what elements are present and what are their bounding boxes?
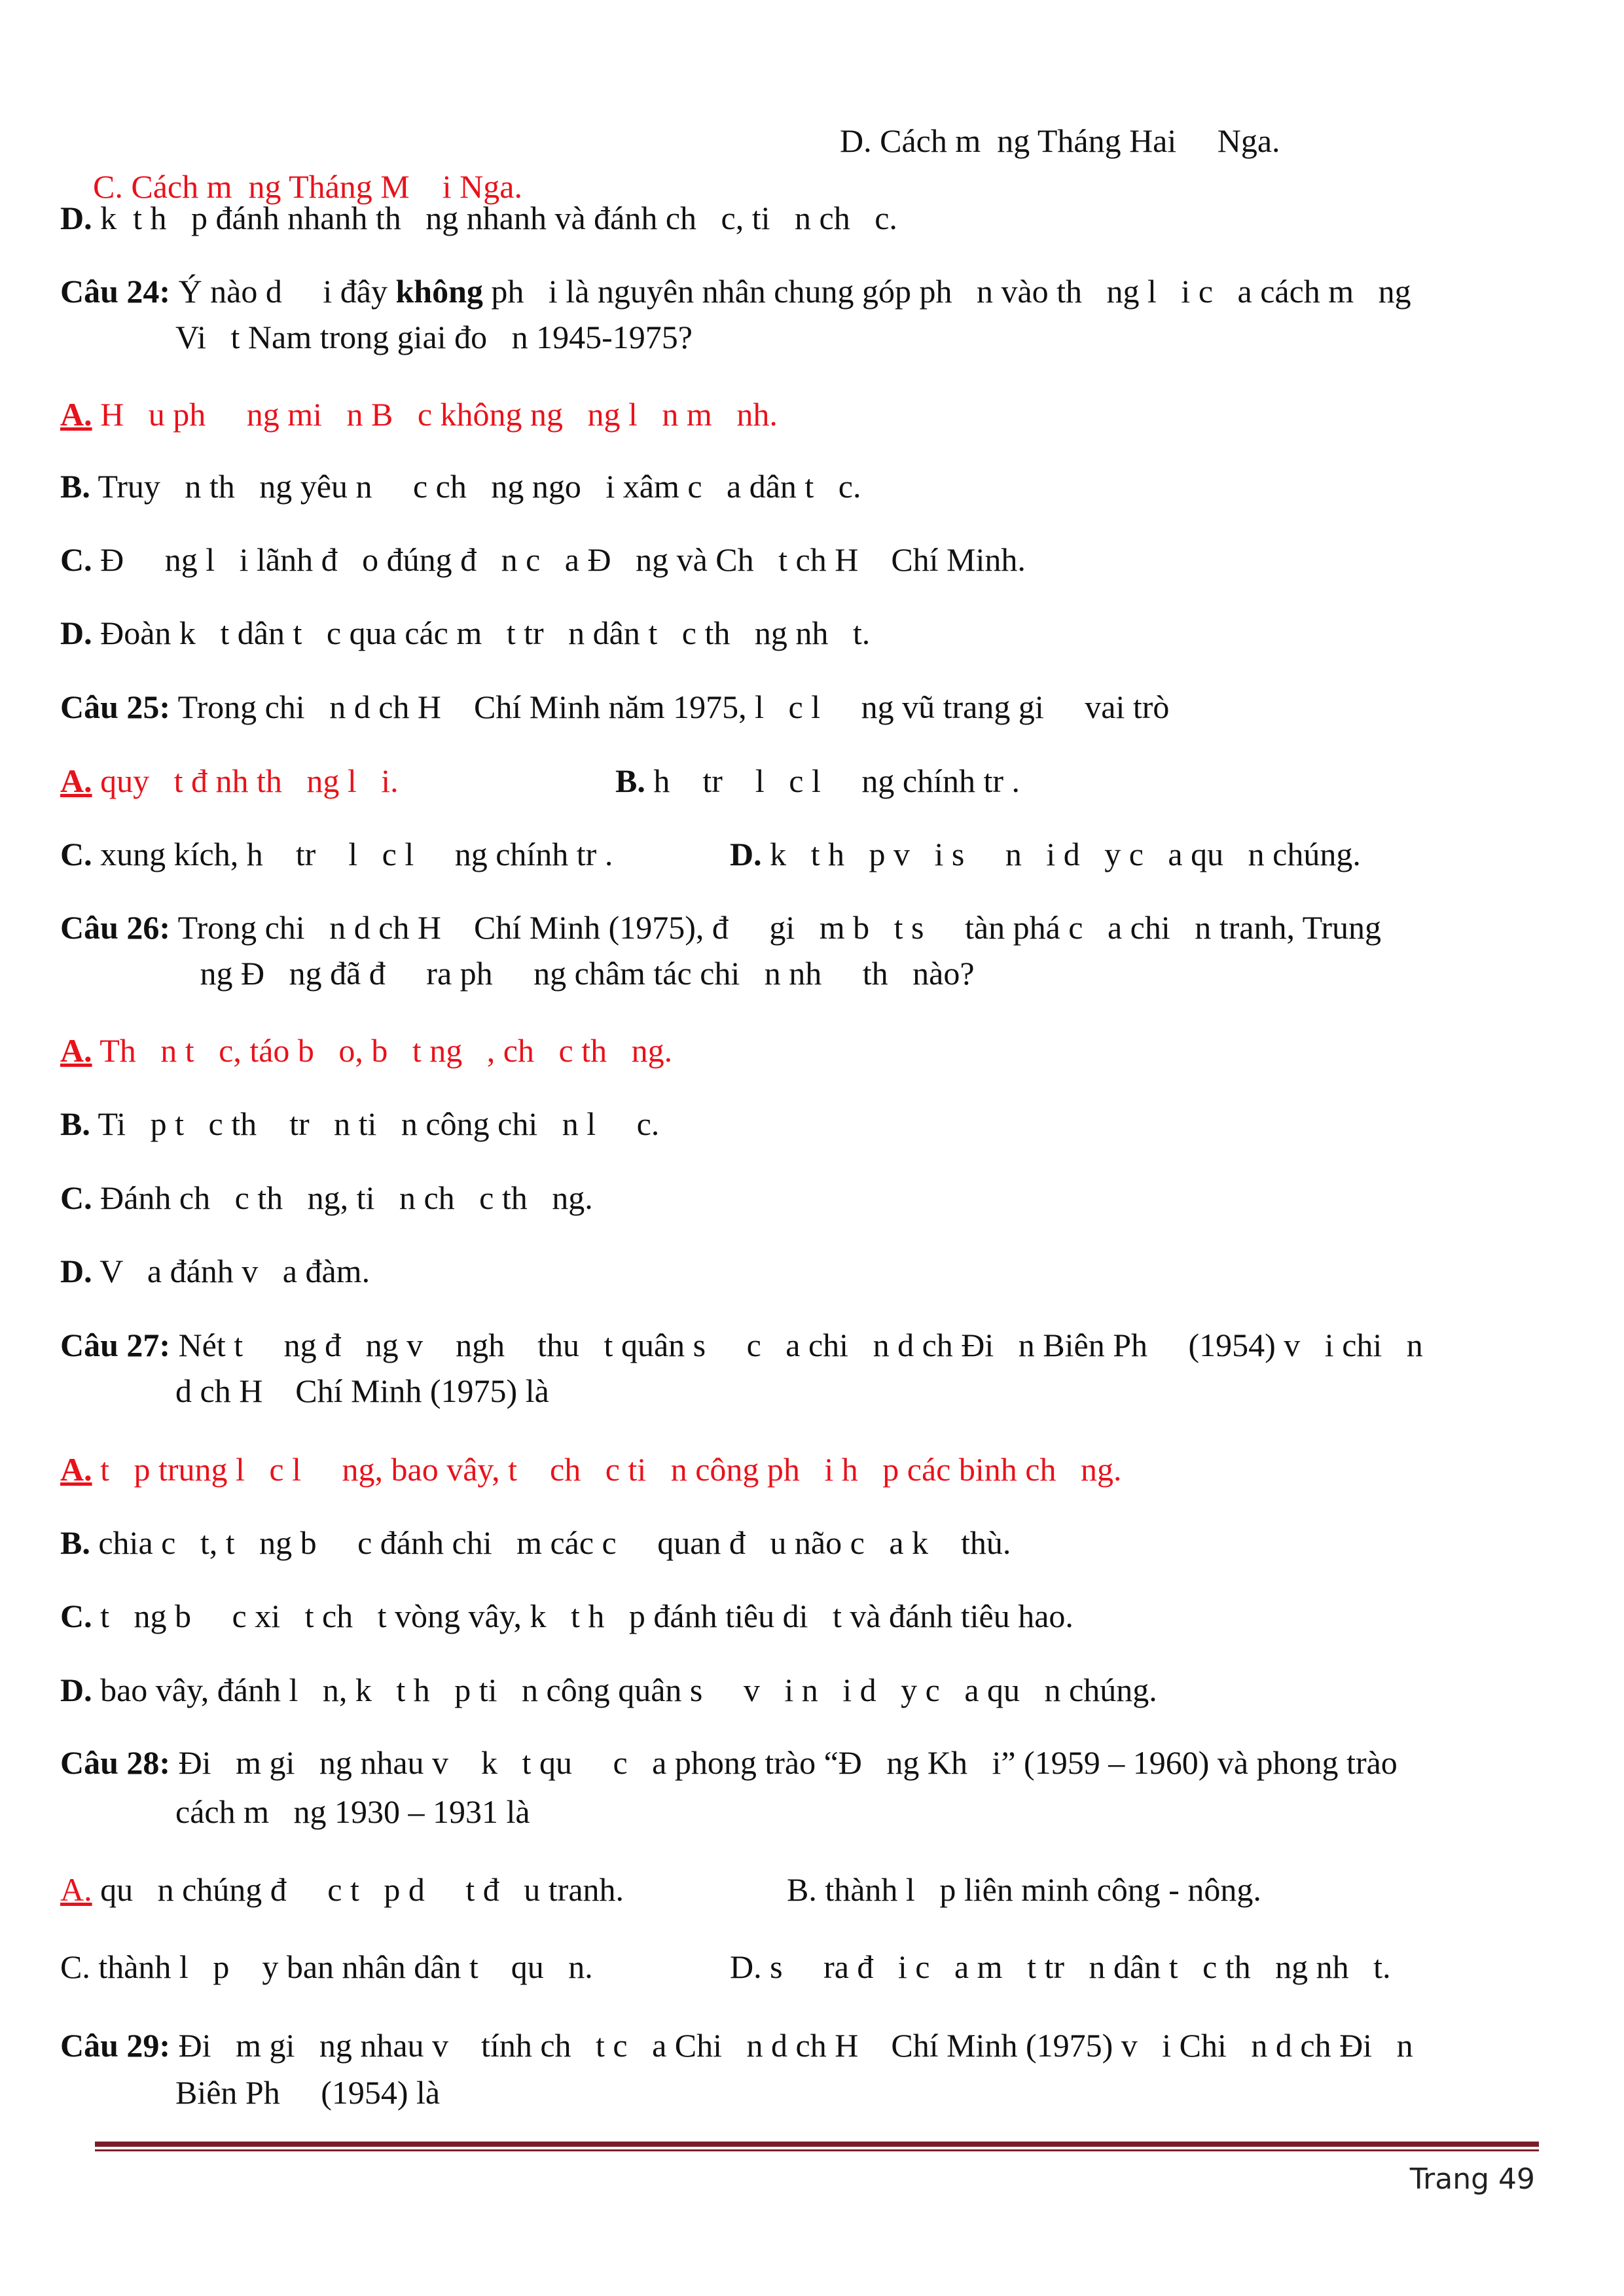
option-label: D. [60,1253,92,1289]
question-label: Câu 29: [60,2027,171,2064]
answer-text: quy t đ nh th ng l i. [92,762,399,799]
option-label: B. [60,468,90,505]
option-c-prev: C. Cách m ng Tháng M i Nga. [93,168,522,205]
question-text-a: Ý nào d i đây [170,273,396,310]
question-24-continuation: Vi t Nam trong giai đo n 1945-1975? [175,319,693,355]
question-24 [60,268,1566,314]
option-label: B. [60,1524,90,1561]
option-label: B. [60,1105,90,1142]
option-label: C. [60,836,92,872]
option-label: C. [60,1598,92,1634]
question-27-continuation: d ch H Chí Minh (1975) là [175,1372,549,1409]
option-text: Đ ng l i lãnh đ o đúng đ n c a Đ ng và Ch t ch H Chí Minh. [92,541,1026,578]
question-text: Đi m gi ng nhau v tính ch t c a Chi n d ch H Chí Minh (1975) v i Chi n d ch Đi n [170,2027,1413,2064]
question-text: Nét t ng đ ng v ngh thu t quân s c a chi n d ch Đi n Biên Ph (1954) v i chi n [170,1327,1423,1363]
question-27 [60,1322,1566,1368]
answer-text: t p trung l c l ng, bao vây, t ch c ti n công ph i h p các binh ch ng. [92,1451,1122,1488]
answer-label: A. [60,1871,92,1908]
question-24-option-b [60,463,1566,509]
question-24-option-c [60,537,1566,583]
option-text: t ng b c xi t ch t vòng vây, k t h p đánh tiêu di t và đánh tiêu hao. [92,1598,1074,1634]
question-28 [60,1740,1566,1785]
question-25-option-b [615,758,1020,804]
question-label: Câu 28: [60,1744,171,1781]
footer-rule-thick [95,2142,1539,2147]
question-26-continuation: ng Đ ng đã đ ra ph ng châm tác chi n nh th nào? [175,955,975,992]
option-text: chia c t, t ng b c đánh chi m các c quan đ u não c a k thù. [90,1524,1011,1561]
question-25 [60,684,1566,730]
answer-text: H u ph ng mi n B c không ng ng l n m nh. [92,396,778,433]
question-29-continuation: Biên Ph (1954) là [175,2074,441,2111]
question-text-bold: không [395,273,483,310]
answer-text: qu n chúng đ c t p d t đ u tranh. [92,1871,624,1908]
question-label: Câu 24: [60,273,171,310]
question-24-option-a [60,391,1566,437]
question-27-option-c [60,1593,1566,1639]
question-label: Câu 25: [60,689,171,725]
option-label: C. [60,541,92,578]
option-label: D. [60,615,92,651]
option-text: k t h p đánh nhanh th ng nhanh và đánh ch c, ti n ch c. [92,200,897,236]
question-text: Đi m gi ng nhau v k t qu c a phong trào “Đ ng Kh i” (1959 – 1960) và phong trào [170,1744,1398,1781]
question-28-option-d: D. s ra đ i c a m t tr n dân t c th ng nh t. [730,1948,1391,1985]
question-26-option-a [60,1028,1566,1073]
question-28-option-b: B. thành l p liên minh công - nông. [787,1871,1261,1908]
question-label: Câu 26: [60,909,171,946]
question-27-option-b [60,1520,1566,1566]
answer-text: Th n t c, táo b o, b t ng , ch c th ng. [92,1032,673,1069]
question-text: Trong chi n d ch H Chí Minh (1975), đ gi m b t s tàn phá c a chi n tranh, Trung [170,909,1382,946]
question-27-option-d [60,1667,1566,1713]
option-label: B. [615,762,645,799]
answer-label: A. [60,396,92,433]
question-26-option-c [60,1175,1566,1221]
question-29 [60,2022,1566,2068]
option-text: xung kích, h tr l c l ng chính tr . [92,836,613,872]
question-24-option-d [60,610,1566,656]
question-26 [60,905,1566,950]
option-text: Truy n th ng yêu n c ch ng ngo i xâm c a dân t c. [90,468,861,505]
question-27-option-a [60,1446,1566,1492]
option-text: bao vây, đánh l n, k t h p ti n công quân s v i n i d y c a qu n chúng. [92,1672,1157,1708]
question-text: Trong chi n d ch H Chí Minh năm 1975, l c l ng vũ trang gi vai trò [170,689,1170,725]
option-label: D. [60,200,92,236]
answer-label: A. [60,1451,92,1488]
prev-question-option-d-line [60,195,1566,241]
answer-label: A. [60,1032,92,1069]
footer-rule-thin [95,2149,1539,2151]
option-label: D. [60,1672,92,1708]
option-text: h tr l c l ng chính tr . [645,762,1020,799]
question-28-option-c: C. thành l p y ban nhân dân t qu n. [60,1948,593,1985]
option-label: D. [730,836,762,872]
question-28-continuation: cách m ng 1930 – 1931 là [175,1793,530,1830]
page-number: Trang 49 [1409,2162,1535,2196]
option-text: k t h p v i s n i d y c a qu n chúng. [761,836,1361,872]
option-text: Đoàn k t dân t c qua các m t tr n dân t c th ng nh t. [92,615,871,651]
question-25-option-d [730,831,1361,877]
option-text: Đánh ch c th ng, ti n ch c th ng. [92,1179,593,1216]
option-label: C. [60,1179,92,1216]
question-26-option-d [60,1248,1566,1294]
option-d-prev: D. Cách m ng Tháng Hai Nga. [840,122,1280,159]
answer-label: A. [60,762,92,799]
option-text: Ti p t c th tr n ti n công chi n l c. [90,1105,660,1142]
question-26-option-b [60,1101,1566,1147]
question-text-b: ph i là nguyên nhân chung góp ph n vào th ng l i c a cách m ng [482,273,1411,310]
question-label: Câu 27: [60,1327,171,1363]
option-text: V a đánh v a đàm. [92,1253,370,1289]
